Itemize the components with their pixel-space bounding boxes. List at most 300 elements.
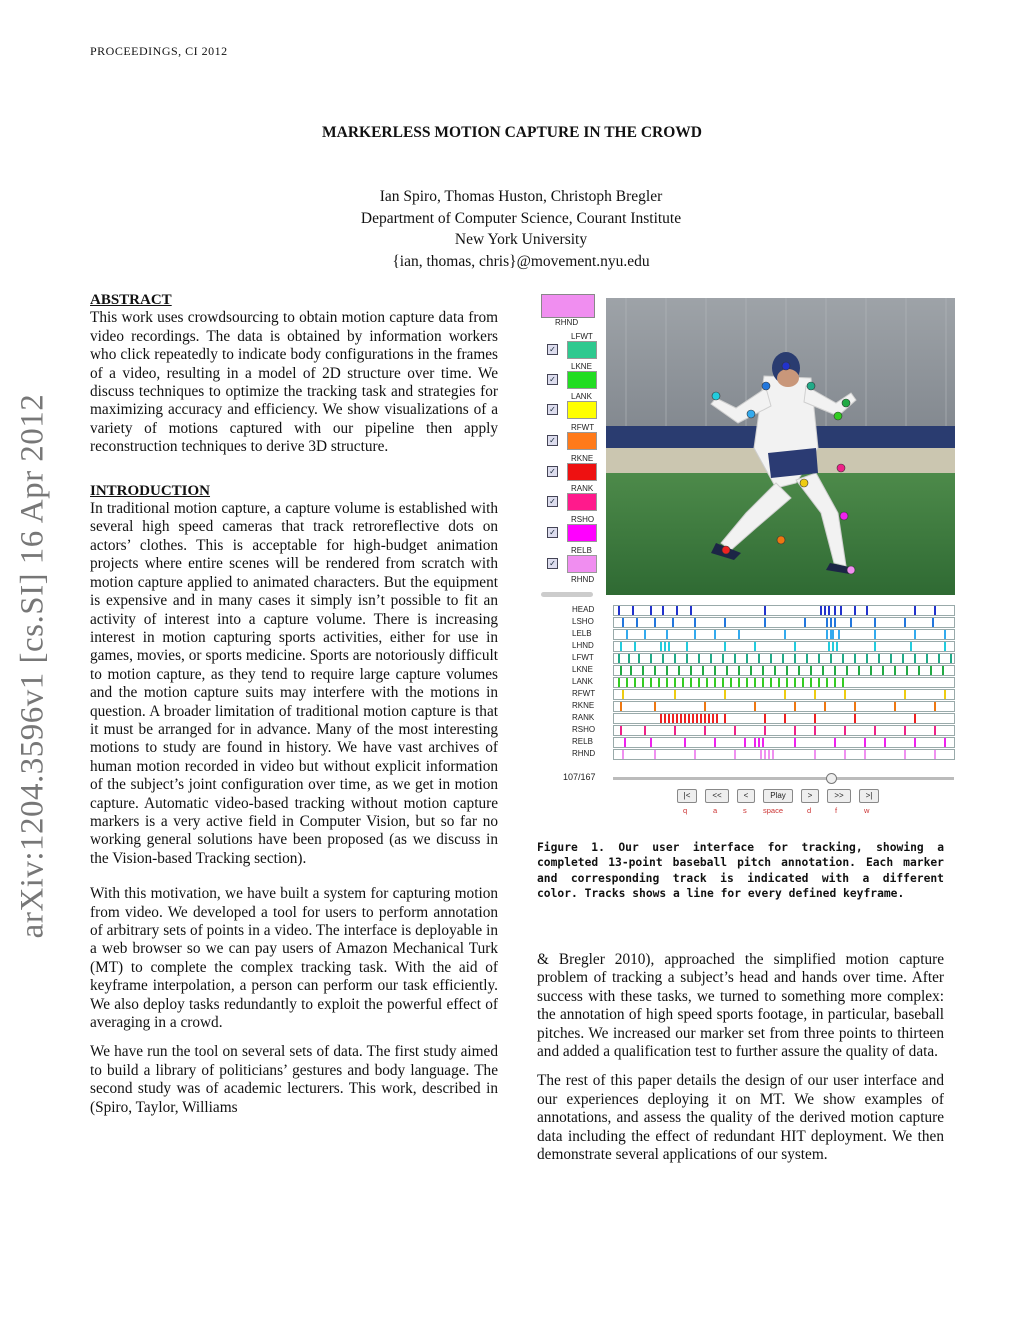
sidebar-marker-row[interactable] xyxy=(537,454,601,485)
keyframe-tick[interactable] xyxy=(686,654,688,663)
keyframe-tick[interactable] xyxy=(934,726,936,735)
track-bar[interactable] xyxy=(613,629,955,640)
keyframe-tick[interactable] xyxy=(778,678,780,687)
shortcut-last: w xyxy=(864,806,870,815)
keyframe-tick[interactable] xyxy=(636,618,638,627)
keyframe-tick[interactable] xyxy=(700,714,702,723)
keyframe-tick[interactable] xyxy=(814,690,816,699)
keyframe-tick[interactable] xyxy=(762,678,764,687)
keyframe-tick[interactable] xyxy=(874,618,876,627)
keyframe-tick[interactable] xyxy=(814,726,816,735)
keyframe-tick[interactable] xyxy=(724,618,726,627)
keyframe-tick[interactable] xyxy=(794,654,796,663)
keyframe-tick[interactable] xyxy=(620,726,622,735)
keyframe-tick[interactable] xyxy=(772,750,774,759)
keyframe-tick[interactable] xyxy=(722,654,724,663)
track-bar[interactable] xyxy=(613,617,955,628)
keyframe-tick[interactable] xyxy=(764,618,766,627)
keyframe-tick[interactable] xyxy=(712,714,714,723)
keyframe-tick[interactable] xyxy=(650,606,652,615)
keyframe-tick[interactable] xyxy=(794,726,796,735)
sidebar-marker-label: LFWT xyxy=(571,332,593,341)
keyframe-tick[interactable] xyxy=(734,654,736,663)
keyframe-tick[interactable] xyxy=(714,630,716,639)
keyframe-tick[interactable] xyxy=(654,750,656,759)
sidebar-marker-row[interactable] xyxy=(537,484,601,515)
keyframe-tick[interactable] xyxy=(754,738,756,747)
keyframe-tick[interactable] xyxy=(906,666,908,675)
keyframe-tick[interactable] xyxy=(794,678,796,687)
keyframe-tick[interactable] xyxy=(704,714,706,723)
keyframe-tick[interactable] xyxy=(828,642,830,651)
first-frame-button[interactable]: |< xyxy=(677,789,697,803)
keyframe-tick[interactable] xyxy=(750,666,752,675)
keyframe-tick[interactable] xyxy=(686,642,688,651)
keyframe-tick[interactable] xyxy=(764,750,766,759)
keyframe-tick[interactable] xyxy=(708,714,710,723)
keyframe-tick[interactable] xyxy=(784,714,786,723)
keyframe-tick[interactable] xyxy=(934,702,936,711)
keyframe-tick[interactable] xyxy=(854,714,856,723)
sidebar-marker-row[interactable] xyxy=(537,546,601,577)
keyframe-tick[interactable] xyxy=(660,714,662,723)
marker-color-swatch xyxy=(567,493,597,511)
track-bar[interactable] xyxy=(613,605,955,616)
track-bar[interactable] xyxy=(613,737,955,748)
keyframe-tick[interactable] xyxy=(632,606,634,615)
keyframe-tick[interactable] xyxy=(624,738,626,747)
keyframe-tick[interactable] xyxy=(664,714,666,723)
sidebar-marker-label: RFWT xyxy=(571,423,595,432)
keyframe-tick[interactable] xyxy=(642,678,644,687)
keyframe-tick[interactable] xyxy=(904,750,906,759)
keyframe-tick[interactable] xyxy=(672,618,674,627)
keyframe-tick[interactable] xyxy=(716,714,718,723)
keyframe-tick[interactable] xyxy=(950,654,952,663)
joint-marker[interactable] xyxy=(842,399,850,407)
track-label: LELB xyxy=(572,629,592,638)
keyframe-tick[interactable] xyxy=(824,606,826,615)
keyframe-tick[interactable] xyxy=(758,738,760,747)
keyframe-tick[interactable] xyxy=(726,666,728,675)
keyframe-tick[interactable] xyxy=(654,702,656,711)
keyframe-tick[interactable] xyxy=(682,678,684,687)
keyframe-tick[interactable] xyxy=(770,654,772,663)
keyframe-tick[interactable] xyxy=(820,606,822,615)
keyframe-tick[interactable] xyxy=(746,678,748,687)
keyframe-tick[interactable] xyxy=(650,738,652,747)
keyframe-tick[interactable] xyxy=(714,666,716,675)
keyframe-tick[interactable] xyxy=(828,606,830,615)
keyframe-tick[interactable] xyxy=(802,678,804,687)
running-head: PROCEEDINGS, CI 2012 xyxy=(90,44,228,58)
introduction-heading: INTRODUCTION xyxy=(90,482,211,499)
keyframe-tick[interactable] xyxy=(864,738,866,747)
keyframe-tick[interactable] xyxy=(944,690,946,699)
sidebar-marker-row[interactable] xyxy=(537,392,601,423)
keyframe-tick[interactable] xyxy=(734,726,736,735)
keyframe-tick[interactable] xyxy=(938,654,940,663)
keyframe-tick[interactable] xyxy=(866,654,868,663)
track-bar[interactable] xyxy=(613,749,955,760)
keyframe-tick[interactable] xyxy=(826,678,828,687)
keyframe-tick[interactable] xyxy=(944,642,946,651)
keyframe-tick[interactable] xyxy=(762,738,764,747)
keyframe-tick[interactable] xyxy=(764,606,766,615)
keyframe-tick[interactable] xyxy=(834,738,836,747)
track-bar[interactable] xyxy=(613,689,955,700)
keyframe-tick[interactable] xyxy=(688,714,690,723)
keyframe-tick[interactable] xyxy=(768,750,770,759)
keyframe-tick[interactable] xyxy=(866,606,868,615)
keyframe-tick[interactable] xyxy=(738,666,740,675)
keyframe-tick[interactable] xyxy=(798,666,800,675)
keyframe-tick[interactable] xyxy=(832,630,834,639)
keyframe-tick[interactable] xyxy=(874,630,876,639)
keyframe-tick[interactable] xyxy=(714,678,716,687)
marker-checkbox[interactable]: ✓ xyxy=(547,374,558,385)
keyframe-tick[interactable] xyxy=(620,702,622,711)
track-bar[interactable] xyxy=(613,641,955,652)
keyframe-tick[interactable] xyxy=(730,678,732,687)
keyframe-tick[interactable] xyxy=(684,714,686,723)
keyframe-tick[interactable] xyxy=(894,702,896,711)
keyframe-tick[interactable] xyxy=(666,678,668,687)
keyframe-tick[interactable] xyxy=(794,642,796,651)
keyframe-tick[interactable] xyxy=(914,630,916,639)
keyframe-tick[interactable] xyxy=(832,642,834,651)
keyframe-tick[interactable] xyxy=(934,750,936,759)
keyframe-tick[interactable] xyxy=(874,726,876,735)
keyframe-tick[interactable] xyxy=(764,714,766,723)
keyframe-tick[interactable] xyxy=(864,750,866,759)
keyframe-tick[interactable] xyxy=(806,654,808,663)
keyframe-tick[interactable] xyxy=(684,738,686,747)
marker-color-swatch xyxy=(567,401,597,419)
track-bar[interactable] xyxy=(613,701,955,712)
keyframe-tick[interactable] xyxy=(774,666,776,675)
keyframe-tick[interactable] xyxy=(694,750,696,759)
keyframe-tick[interactable] xyxy=(694,630,696,639)
keyframe-tick[interactable] xyxy=(694,618,696,627)
keyframe-tick[interactable] xyxy=(904,690,906,699)
keyframe-tick[interactable] xyxy=(642,666,644,675)
keyframe-tick[interactable] xyxy=(626,678,628,687)
keyframe-tick[interactable] xyxy=(826,630,828,639)
keyframe-tick[interactable] xyxy=(874,642,876,651)
joint-marker[interactable] xyxy=(777,536,785,544)
keyframe-tick[interactable] xyxy=(782,654,784,663)
keyframe-tick[interactable] xyxy=(650,678,652,687)
keyframe-tick[interactable] xyxy=(690,666,692,675)
keyframe-tick[interactable] xyxy=(650,654,652,663)
keyframe-tick[interactable] xyxy=(668,642,670,651)
joint-marker[interactable] xyxy=(847,566,855,574)
keyframe-tick[interactable] xyxy=(826,618,828,627)
keyframe-tick[interactable] xyxy=(844,690,846,699)
track-row xyxy=(537,604,955,616)
marker-checkbox[interactable]: ✓ xyxy=(547,404,558,415)
marker-checkbox[interactable]: ✓ xyxy=(547,527,558,538)
keyframe-tick[interactable] xyxy=(654,666,656,675)
back-step-button[interactable]: < xyxy=(737,789,755,803)
keyframe-tick[interactable] xyxy=(914,714,916,723)
keyframe-tick[interactable] xyxy=(794,738,796,747)
keyframe-tick[interactable] xyxy=(794,702,796,711)
track-row xyxy=(537,640,955,652)
keyframe-tick[interactable] xyxy=(754,642,756,651)
shortcut-back-fast: a xyxy=(713,806,718,815)
keyframe-tick[interactable] xyxy=(692,714,694,723)
joint-marker[interactable] xyxy=(834,412,842,420)
keyframe-tick[interactable] xyxy=(784,690,786,699)
keyframe-tick[interactable] xyxy=(830,654,832,663)
play-button[interactable]: Play xyxy=(763,789,793,803)
keyframe-tick[interactable] xyxy=(846,666,848,675)
keyframe-tick[interactable] xyxy=(674,678,676,687)
forward-step-button[interactable]: > xyxy=(801,789,819,803)
keyframe-tick[interactable] xyxy=(842,654,844,663)
keyframe-tick[interactable] xyxy=(744,738,746,747)
keyframe-tick[interactable] xyxy=(644,726,646,735)
joint-marker[interactable] xyxy=(722,546,730,554)
keyframe-tick[interactable] xyxy=(706,678,708,687)
keyframe-tick[interactable] xyxy=(834,666,836,675)
keyframe-tick[interactable] xyxy=(818,654,820,663)
keyframe-tick[interactable] xyxy=(678,666,680,675)
keyframe-tick[interactable] xyxy=(690,678,692,687)
keyframe-tick[interactable] xyxy=(664,642,666,651)
keyframe-tick[interactable] xyxy=(754,702,756,711)
marker-checkbox[interactable]: ✓ xyxy=(547,344,558,355)
author-email: {ian, thomas, chris}@movement.nyu.edu xyxy=(392,252,650,270)
keyframe-tick[interactable] xyxy=(710,654,712,663)
keyframe-tick[interactable] xyxy=(870,666,872,675)
keyframe-tick[interactable] xyxy=(698,678,700,687)
keyframe-tick[interactable] xyxy=(618,678,620,687)
track-bar[interactable] xyxy=(613,653,955,664)
keyframe-tick[interactable] xyxy=(944,738,946,747)
keyframe-tick[interactable] xyxy=(884,738,886,747)
keyframe-tick[interactable] xyxy=(882,666,884,675)
joint-marker[interactable] xyxy=(712,392,720,400)
keyframe-tick[interactable] xyxy=(738,678,740,687)
keyframe-tick[interactable] xyxy=(770,678,772,687)
keyframe-tick[interactable] xyxy=(836,642,838,651)
keyframe-tick[interactable] xyxy=(714,738,716,747)
keyframe-tick[interactable] xyxy=(784,630,786,639)
keyframe-tick[interactable] xyxy=(838,630,840,639)
keyframe-tick[interactable] xyxy=(666,666,668,675)
keyframe-tick[interactable] xyxy=(764,726,766,735)
keyframe-tick[interactable] xyxy=(622,690,624,699)
author-names: Ian Spiro, Thomas Huston, Christoph Bregler xyxy=(379,188,663,205)
keyframe-tick[interactable] xyxy=(824,702,826,711)
keyframe-tick[interactable] xyxy=(840,606,842,615)
joint-marker[interactable] xyxy=(807,382,815,390)
keyframe-tick[interactable] xyxy=(904,618,906,627)
keyframe-tick[interactable] xyxy=(878,654,880,663)
intro-paragraph-4: The rest of this paper details the design of our user interface and our experiences deploying it on MT. We show examples of annotations, and assess the quality of the derived motion capture data including the effect of redundant HIT deployment. We then demonstrate several applications of our system. xyxy=(537,1072,944,1164)
track-label: LSHO xyxy=(572,617,594,626)
keyframe-tick[interactable] xyxy=(724,714,726,723)
timeline-slider[interactable] xyxy=(613,777,954,780)
keyframe-tick[interactable] xyxy=(622,750,624,759)
joint-marker[interactable] xyxy=(747,410,755,418)
keyframe-tick[interactable] xyxy=(834,606,836,615)
keyframe-tick[interactable] xyxy=(914,606,916,615)
sidebar-marker-row[interactable] xyxy=(537,423,601,454)
keyframe-tick[interactable] xyxy=(620,642,622,651)
keyframe-tick[interactable] xyxy=(738,630,740,639)
joint-marker[interactable] xyxy=(840,512,848,520)
keyframe-tick[interactable] xyxy=(854,654,856,663)
keyframe-tick[interactable] xyxy=(662,606,664,615)
keyframe-tick[interactable] xyxy=(854,606,856,615)
keyframe-tick[interactable] xyxy=(724,642,726,651)
track-label: LFWT xyxy=(572,653,594,662)
keyframe-tick[interactable] xyxy=(668,714,670,723)
keyframe-tick[interactable] xyxy=(690,606,692,615)
intro-paragraph-3: We have run the tool on several sets of data. The first study aimed to build a library of politicians’ gestures and body language. The second study was of academic lecturers. This work, described in (Spiro, Taylor, Williams xyxy=(90,1043,498,1116)
figure-caption: Figure 1. Our user interface for tracking, showing a completed 13-point baseball pitch annotation. Each marker and corresponding track is indicated with a different color. Tracks shows a line for every defined keyframe. xyxy=(537,841,944,901)
keyframe-tick[interactable] xyxy=(786,678,788,687)
keyframe-tick[interactable] xyxy=(786,666,788,675)
keyframe-tick[interactable] xyxy=(758,654,760,663)
keyframe-tick[interactable] xyxy=(902,654,904,663)
keyframe-tick[interactable] xyxy=(814,714,816,723)
keyframe-tick[interactable] xyxy=(658,678,660,687)
keyframe-tick[interactable] xyxy=(644,630,646,639)
keyframe-tick[interactable] xyxy=(918,666,920,675)
keyframe-tick[interactable] xyxy=(724,690,726,699)
keyframe-tick[interactable] xyxy=(620,666,622,675)
sidebar-marker-row[interactable] xyxy=(537,332,601,363)
keyframe-tick[interactable] xyxy=(894,666,896,675)
marker-checkbox[interactable]: ✓ xyxy=(547,558,558,569)
keyframe-tick[interactable] xyxy=(630,666,632,675)
keyframe-tick[interactable] xyxy=(618,654,620,663)
marker-checkbox[interactable]: ✓ xyxy=(547,496,558,507)
keyframe-tick[interactable] xyxy=(654,618,656,627)
keyframe-tick[interactable] xyxy=(628,654,630,663)
keyframe-tick[interactable] xyxy=(930,666,932,675)
keyframe-tick[interactable] xyxy=(850,618,852,627)
keyframe-tick[interactable] xyxy=(810,678,812,687)
keyframe-tick[interactable] xyxy=(680,714,682,723)
keyframe-tick[interactable] xyxy=(618,606,620,615)
keyframe-tick[interactable] xyxy=(760,750,762,759)
keyframe-tick[interactable] xyxy=(854,702,856,711)
video-frame[interactable] xyxy=(606,298,955,595)
keyframe-tick[interactable] xyxy=(674,690,676,699)
keyframe-tick[interactable] xyxy=(676,714,678,723)
joint-marker[interactable] xyxy=(782,362,790,370)
keyframe-tick[interactable] xyxy=(672,714,674,723)
keyframe-tick[interactable] xyxy=(934,606,936,615)
selected-marker-swatch xyxy=(541,294,595,318)
timeline-slider-handle[interactable] xyxy=(826,773,837,784)
keyframe-tick[interactable] xyxy=(696,714,698,723)
keyframe-tick[interactable] xyxy=(704,726,706,735)
track-bar[interactable] xyxy=(613,713,955,724)
sidebar-marker-row[interactable] xyxy=(537,362,601,393)
keyframe-tick[interactable] xyxy=(804,618,806,627)
keyframe-tick[interactable] xyxy=(858,666,860,675)
back-fast-button[interactable]: << xyxy=(705,789,729,803)
marker-color-swatch xyxy=(567,463,597,481)
intro-paragraph-3-continued: & Bregler 2010), approached the simplified motion capture problem of tracking a subject’s head and hands over time. After success with these tasks, we turned to something more complex: the annotation of high speed sports footage, in particular, baseball pitches. We increased our marker set from three points to thirteen and added a qualification test to further assure the quality of data. xyxy=(537,951,944,1061)
marker-checkbox[interactable]: ✓ xyxy=(547,435,558,446)
forward-fast-button[interactable]: >> xyxy=(827,789,851,803)
keyframe-tick[interactable] xyxy=(822,666,824,675)
track-bar[interactable] xyxy=(613,725,955,736)
keyframe-tick[interactable] xyxy=(834,678,836,687)
keyframe-tick[interactable] xyxy=(910,642,912,651)
keyframe-tick[interactable] xyxy=(662,654,664,663)
keyframe-tick[interactable] xyxy=(904,726,906,735)
keyframe-tick[interactable] xyxy=(762,666,764,675)
keyframe-tick[interactable] xyxy=(634,642,636,651)
keyframe-tick[interactable] xyxy=(722,678,724,687)
keyframe-tick[interactable] xyxy=(702,666,704,675)
keyframe-tick[interactable] xyxy=(754,678,756,687)
keyframe-tick[interactable] xyxy=(890,654,892,663)
keyframe-tick[interactable] xyxy=(634,678,636,687)
keyframe-tick[interactable] xyxy=(676,606,678,615)
keyframe-tick[interactable] xyxy=(674,654,676,663)
keyframe-tick[interactable] xyxy=(944,630,946,639)
joint-marker[interactable] xyxy=(762,382,770,390)
keyframe-tick[interactable] xyxy=(844,750,846,759)
keyframe-tick[interactable] xyxy=(698,654,700,663)
left-column xyxy=(90,291,498,1117)
keyframe-tick[interactable] xyxy=(914,738,916,747)
keyframe-tick[interactable] xyxy=(622,618,624,627)
keyframe-tick[interactable] xyxy=(914,654,916,663)
keyframe-tick[interactable] xyxy=(926,654,928,663)
keyframe-tick[interactable] xyxy=(638,654,640,663)
keyframe-tick[interactable] xyxy=(814,750,816,759)
keyframe-tick[interactable] xyxy=(626,630,628,639)
track-bar[interactable] xyxy=(613,665,955,676)
last-frame-button[interactable]: >| xyxy=(859,789,879,803)
keyframe-tick[interactable] xyxy=(810,666,812,675)
keyframe-tick[interactable] xyxy=(666,630,668,639)
track-label: LHND xyxy=(572,641,594,650)
keyframe-tick[interactable] xyxy=(830,618,832,627)
keyframe-tick[interactable] xyxy=(844,726,846,735)
marker-color-swatch xyxy=(567,432,597,450)
keyframe-tick[interactable] xyxy=(746,654,748,663)
sidebar-marker-row[interactable] xyxy=(537,515,601,546)
marker-checkbox[interactable]: ✓ xyxy=(547,466,558,477)
keyframe-tick[interactable] xyxy=(704,702,706,711)
track-bar[interactable] xyxy=(613,677,955,688)
joint-marker[interactable] xyxy=(800,479,808,487)
sidebar-scrollbar[interactable] xyxy=(541,592,593,597)
keyframe-tick[interactable] xyxy=(818,678,820,687)
keyframe-tick[interactable] xyxy=(834,618,836,627)
keyframe-tick[interactable] xyxy=(734,750,736,759)
keyframe-tick[interactable] xyxy=(660,642,662,651)
keyframe-tick[interactable] xyxy=(942,666,944,675)
right-column xyxy=(537,951,944,1164)
keyframe-tick[interactable] xyxy=(674,726,676,735)
keyframe-tick[interactable] xyxy=(842,678,844,687)
keyframe-tick[interactable] xyxy=(932,618,934,627)
joint-marker[interactable] xyxy=(837,464,845,472)
